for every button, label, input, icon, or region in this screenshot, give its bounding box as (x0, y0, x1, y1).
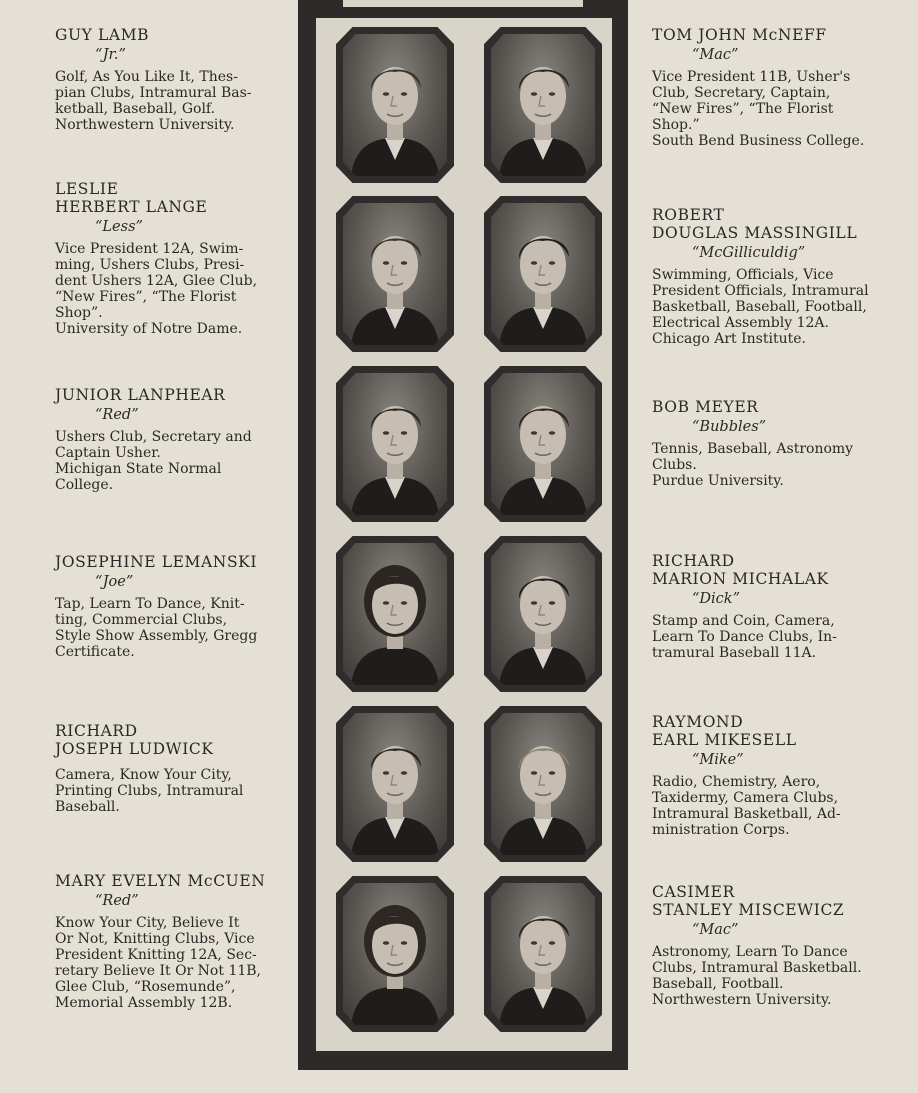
student-activities: Tennis, Baseball, Astronomy Clubs. Purdue University. (652, 441, 854, 489)
student-name: ROBERT DOUGLAS MASSINGILL (652, 206, 858, 242)
portrait-boy-icon (491, 203, 595, 345)
student-nickname: “Mike” (692, 752, 744, 768)
student-nickname: “Bubbles” (692, 419, 767, 435)
entry-leslie-lange (55, 180, 287, 337)
student-nickname: “Joe” (95, 574, 134, 590)
entry-raymond-mikesell (652, 713, 884, 838)
portrait-photo (336, 196, 454, 352)
entry-robert-massingill (652, 206, 884, 347)
student-activities: Swimming, Officials, Vice President Officials, Intramural Basketball, Baseball, Football, Electrical Assembly 12A. Chicago Art Institute. (652, 267, 869, 347)
portrait-photo (336, 706, 454, 862)
student-nickname: “Dick” (692, 591, 740, 607)
student-activities: Ushers Club, Secretary and Captain Usher. Michigan State Normal College. (55, 429, 252, 493)
student-name: RICHARD MARION MICHALAK (652, 552, 829, 588)
portrait-boy-icon (343, 34, 447, 176)
portrait-boy-icon (491, 373, 595, 515)
entry-tom-mcneff (652, 26, 884, 149)
portrait-photo (484, 196, 602, 352)
student-nickname: “Mac” (692, 47, 739, 63)
student-activities: Know Your City, Believe It Or Not, Knitting Clubs, Vice President Knitting 12A, Sec- retary Believe It Or Not 11B, Glee Club, “Rosemunde”, Memorial Assembly 12B. (55, 915, 261, 1011)
student-name: RAYMOND EARL MIKESELL (652, 713, 797, 749)
portrait-photo (336, 876, 454, 1032)
entry-casimer-miscewicz (652, 883, 884, 1008)
portrait-photo (484, 876, 602, 1032)
entry-junior-lanphear (55, 386, 287, 493)
student-activities: Radio, Chemistry, Aero, Taxidermy, Camera Clubs, Intramural Basketball, Ad- ministration Corps. (652, 774, 841, 838)
portrait-photo (484, 536, 602, 692)
student-nickname: “Jr.” (95, 47, 126, 63)
portrait-boy-icon (491, 543, 595, 685)
portrait-photo (336, 366, 454, 522)
portrait-photo (336, 536, 454, 692)
portrait-boy-icon (491, 713, 595, 855)
student-name: MARY EVELYN McCUEN (55, 872, 266, 890)
portrait-girl-icon (343, 883, 447, 1025)
student-activities: Astronomy, Learn To Dance Clubs, Intramural Basketball. Baseball, Football. Northwestern University. (652, 944, 862, 1008)
entry-guy-lamb (55, 26, 287, 133)
portrait-boy-icon (491, 34, 595, 176)
student-name: TOM JOHN McNEFF (652, 26, 827, 44)
entry-josephine-lemanski (55, 553, 287, 660)
student-name: LESLIE HERBERT LANGE (55, 180, 208, 216)
entry-bob-meyer (652, 398, 884, 489)
student-nickname: “McGilliculdig” (692, 245, 806, 261)
student-name: RICHARD JOSEPH LUDWICK (55, 722, 214, 758)
entry-mary-mccuen (55, 872, 287, 1011)
student-nickname: “Red” (95, 407, 139, 423)
portrait-boy-icon (491, 883, 595, 1025)
student-activities: Tap, Learn To Dance, Knit- ting, Commercial Clubs, Style Show Assembly, Gregg Certificate. (55, 596, 258, 660)
portrait-photo (484, 27, 602, 183)
portrait-boy-icon (343, 713, 447, 855)
student-name: JUNIOR LANPHEAR (55, 386, 226, 404)
student-activities: Vice President 12A, Swim- ming, Ushers Clubs, Presi- dent Ushers 12A, Glee Club, “New Fires”, “The Florist Shop”. University of Notre Dame. (55, 241, 258, 337)
student-name: BOB MEYER (652, 398, 759, 416)
student-nickname: “Less” (95, 219, 143, 235)
student-activities: Camera, Know Your City, Printing Clubs, Intramural Baseball. (55, 767, 244, 815)
entry-richard-ludwick (55, 722, 287, 815)
portrait-girl-icon (343, 543, 447, 685)
student-name: CASIMER STANLEY MISCEWICZ (652, 883, 845, 919)
portrait-photo (484, 706, 602, 862)
student-activities: Stamp and Coin, Camera, Learn To Dance Clubs, In- tramural Baseball 11A. (652, 613, 837, 661)
portrait-boy-icon (343, 203, 447, 345)
entry-richard-michalak (652, 552, 884, 661)
portrait-photo (484, 366, 602, 522)
student-nickname: “Red” (95, 893, 139, 909)
portrait-boy-icon (343, 373, 447, 515)
student-nickname: “Mac” (692, 922, 739, 938)
strip-top-tab (343, 0, 583, 7)
student-activities: Vice President 11B, Usher's Club, Secretary, Captain, “New Fires”, “The Florist Shop.” South Bend Business College. (652, 69, 865, 149)
student-activities: Golf, As You Like It, Thes- pian Clubs, Intramural Bas- ketball, Baseball, Golf. Northwestern University. (55, 69, 252, 133)
portrait-photo (336, 27, 454, 183)
student-name: JOSEPHINE LEMANSKI (55, 553, 258, 571)
student-name: GUY LAMB (55, 26, 150, 44)
